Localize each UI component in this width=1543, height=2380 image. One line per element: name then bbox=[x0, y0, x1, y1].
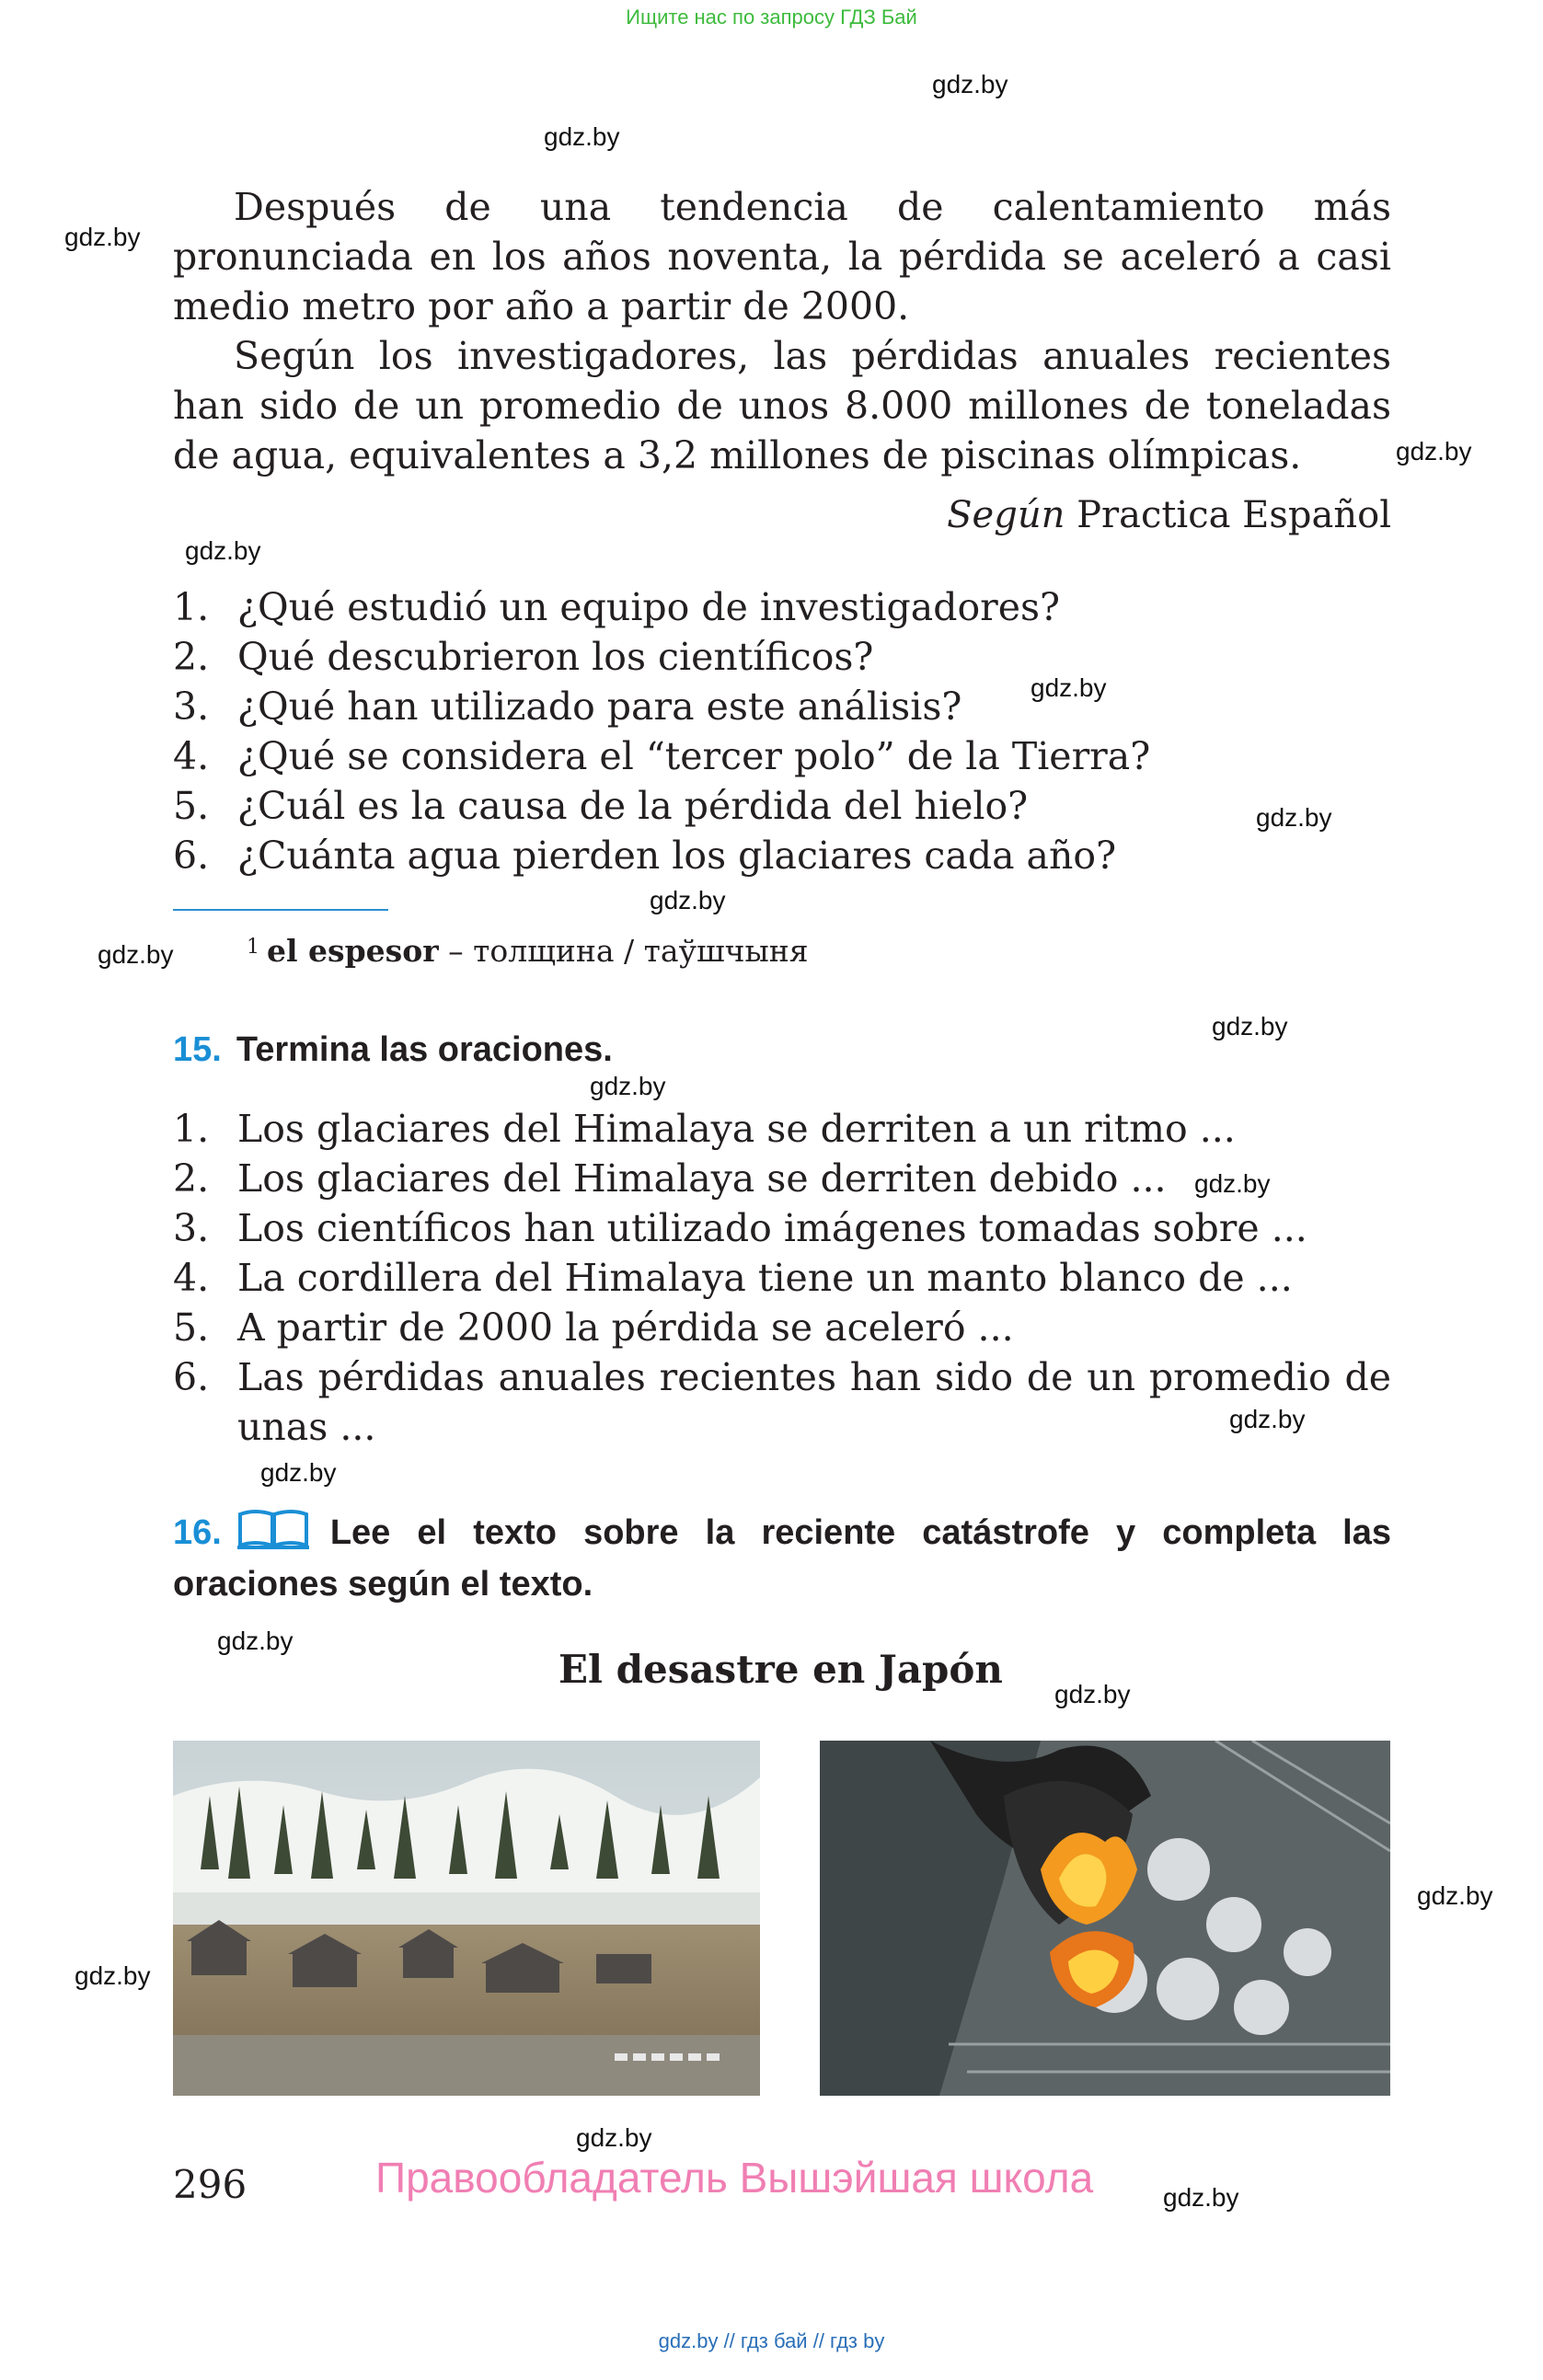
watermark: gdz.by bbox=[932, 70, 1008, 98]
footnote-term: el espesor bbox=[267, 933, 439, 969]
footnote-divider bbox=[173, 909, 388, 911]
list-item: 1. ¿Qué estudió un equipo de investigadores? bbox=[173, 585, 1061, 629]
watermark: gdz.by bbox=[1396, 437, 1472, 466]
footnote bbox=[247, 931, 809, 972]
exercise-number: 15. bbox=[173, 1030, 222, 1069]
intro-paragraph: Después de una tendencia de calentamiento más pronunciada en los años noventa, la pérdida se aceleró a casi medio metro por año a partir de 2000. bbox=[173, 185, 1391, 328]
list-item: 6. ¿Cuánta agua pierden los glaciares cada año? bbox=[173, 834, 1117, 878]
watermark: gdz.by bbox=[576, 2123, 652, 2152]
source-citation bbox=[947, 490, 1391, 540]
list-item: 4. ¿Qué se considera el “tercer polo” de la Tierra? bbox=[173, 734, 1151, 778]
intro-paragraph: Según los investigadores, las pérdidas anuales recientes han sido de un promedio de unos 8.000 millones de toneladas de agua, equivalentes a 3,2 millones de piscinas olímpicas. bbox=[173, 334, 1391, 477]
watermark: gdz.by bbox=[1163, 2183, 1239, 2212]
watermark: gdz.by bbox=[64, 223, 141, 251]
list-item: 2. Qué descubrieron los científicos? bbox=[173, 635, 874, 679]
exercise-title: Lee el texto sobre la reciente catástrofe y completa las oraciones según el texto. bbox=[173, 1513, 1391, 1604]
list-item: 4. La cordillera del Himalaya tiene un manto blanco de ... bbox=[173, 1256, 1293, 1300]
footnote-translation: – толщина / таўшчыня bbox=[448, 933, 809, 969]
source-prefix: Según bbox=[947, 494, 1065, 536]
watermark: gdz.by bbox=[1194, 1169, 1271, 1198]
watermark: gdz.by bbox=[1212, 1012, 1288, 1041]
watermark: gdz.by bbox=[185, 536, 261, 565]
watermark: gdz.by bbox=[1229, 1405, 1306, 1433]
watermark: gdz.by bbox=[1031, 673, 1107, 702]
watermark: gdz.by bbox=[98, 940, 174, 969]
list-item: 5. A partir de 2000 la pérdida se aceleró ... bbox=[173, 1305, 1014, 1350]
page-number: 296 bbox=[173, 2162, 248, 2207]
tsunami-photo bbox=[173, 1741, 760, 2096]
source-name: Practica Español bbox=[1077, 494, 1391, 536]
section-title: El desastre en Japón bbox=[558, 1647, 1003, 1692]
exercise-title: Termina las oraciones. bbox=[236, 1030, 613, 1069]
list-item: 5. ¿Cuál es la causa de la pérdida del hielo? bbox=[173, 784, 1029, 828]
exercise-15-list bbox=[173, 1104, 1391, 1452]
watermark: gdz.by bbox=[217, 1627, 294, 1655]
exercise-number: 16. bbox=[173, 1513, 222, 1552]
exercise-16-heading bbox=[173, 1507, 1391, 1607]
list-item: 6. Las pérdidas anuales recientes han sido de un promedio de unas ... bbox=[173, 1355, 1391, 1449]
watermark: gdz.by bbox=[75, 1961, 151, 1990]
footnote-mark: 1 bbox=[247, 936, 259, 959]
list-item: 3. Los científicos han utilizado imágenes tomadas sobre ... bbox=[173, 1206, 1307, 1250]
exercise-15-heading bbox=[173, 1027, 613, 1073]
watermark: gdz.by bbox=[1054, 1680, 1131, 1708]
question-list bbox=[173, 582, 1391, 880]
list-item: 3. ¿Qué han utilizado para este análisis? bbox=[173, 684, 962, 729]
list-item: 2. Los glaciares del Himalaya se derriten debido ... bbox=[173, 1156, 1167, 1201]
watermark: gdz.by bbox=[590, 1072, 666, 1100]
watermark: gdz.by bbox=[544, 122, 620, 151]
open-book-icon bbox=[236, 1507, 310, 1561]
top-banner: Ищите нас по запросу ГДЗ Бай bbox=[626, 6, 917, 29]
bottom-banner: gdz.by // гдз бай // гдз by bbox=[658, 2329, 885, 2352]
copyright-notice: Правообладатель Вышэйшая школа bbox=[375, 2154, 1094, 2202]
watermark: gdz.by bbox=[1417, 1881, 1493, 1910]
watermark: gdz.by bbox=[260, 1458, 337, 1487]
watermark: gdz.by bbox=[1256, 803, 1332, 832]
list-item: 1. Los glaciares del Himalaya se derriten a un ritmo ... bbox=[173, 1107, 1236, 1151]
refinery-fire-photo bbox=[820, 1741, 1390, 2096]
watermark: gdz.by bbox=[650, 886, 726, 914]
